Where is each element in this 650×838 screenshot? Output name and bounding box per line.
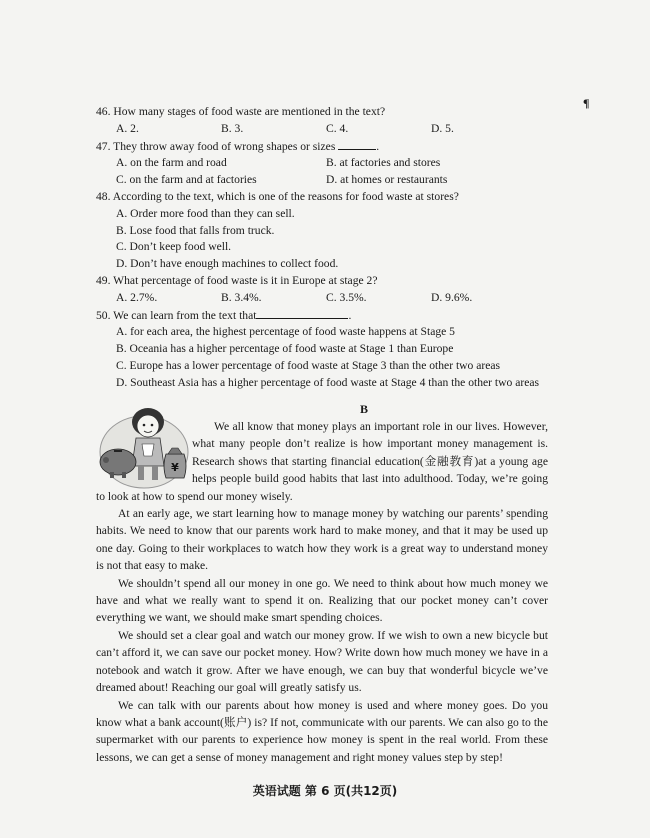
option: C. Don’t keep food well. <box>116 240 232 254</box>
option: A. Order more food than they can sell. <box>116 206 295 220</box>
option: D. Don’t have enough machines to collect food. <box>116 257 339 271</box>
option: B. Lose food that falls from truck. <box>116 223 275 237</box>
passage-paragraph-2: At an early age, we start learning how to manage money by watching our parents’ spending habits. We need to know that our parents work hard to make money, and that it may be used up one day. Going to their workplaces to watch how they work is a great way to understand money is not that easy to make. <box>96 507 548 573</box>
question-46-options <box>96 121 556 138</box>
corner-mark: ¶ <box>583 96 590 110</box>
option: A. for each area, the highest percentage of food waste happens at Stage 5 <box>116 325 455 339</box>
passage-paragraph-4: We should set a clear goal and watch our money grow. If we wish to own a new bicycle but can’t afford it, we can save our pocket money. How? Write down how much money we have in a notebook and watch it grow. After we have enough, we can buy that wonderful bicycle we’ve dreamed about! Reaching our goal will greatly satisfy us. <box>96 628 548 695</box>
passage-paragraph-1: We all know that money plays an important role in our lives. However, what many people don’t realize is how important money management is. Research shows that starting financial education(金融教育)at a young age helps people build good habits that last into adulthood. Today, we’re going to look at how to spend our money wisely. <box>96 420 548 503</box>
question-block <box>96 104 556 392</box>
page-footer: 英语试题 第 6 页(共12页) <box>252 784 398 798</box>
option: C. 3.5%. <box>326 290 367 304</box>
reading-passage-b <box>96 418 548 766</box>
option: B. 3. <box>221 121 244 135</box>
coin-symbol: ¥ <box>171 461 179 474</box>
option: C. 4. <box>326 121 349 135</box>
passage-paragraph-3: We shouldn’t spend all our money in one go. We need to think about how much money we have and what we really want to spend it on. Realizing that our pocket money can’t cover everything we want, we should make smart spending choices. <box>96 576 548 625</box>
answer-blank <box>256 307 348 319</box>
option: A. 2.7%. <box>116 290 158 304</box>
question-50-stem-end: . <box>348 308 352 322</box>
question-48-stem: 48. According to the text, which is one of the reasons for food waste at stores? <box>96 189 459 203</box>
section-heading: B <box>360 402 369 416</box>
question-49-options <box>96 290 556 307</box>
question-49-stem: 49. What percentage of food waste is it in Europe at stage 2? <box>96 273 378 287</box>
option: C. on the farm and at factories <box>116 173 257 187</box>
option: A. on the farm and road <box>116 156 227 170</box>
option: A. 2. <box>116 121 139 135</box>
option: D. at homes or restaurants <box>326 173 448 187</box>
question-47-options-row2 <box>96 172 556 189</box>
question-46-stem: 46. How many stages of food waste are mentioned in the text? <box>96 105 386 118</box>
question-50-stem-text: 50. We can learn from the text that <box>96 308 257 322</box>
option: B. at factories and stores <box>326 156 441 170</box>
option: D. Southeast Asia has a higher percentage of food waste at Stage 4 than the other two areas <box>116 375 540 389</box>
question-47-stem-text: 47. They throw away food of wrong shapes or sizes <box>96 139 336 153</box>
option: D. 9.6%. <box>431 290 473 304</box>
passage-paragraph-5: We can talk with our parents about how money is used and where money goes. Do you know what a bank account(账户) is? If not, communicate with our parents. We can also go to the supermarket with our parents to experience how money is spent in the real world. From these lessons, we can get a sense of money management and right money values step by step! <box>96 698 548 764</box>
question-47-stem-end: . <box>376 139 380 153</box>
option: B. Oceania has a higher percentage of food waste at Stage 1 than Europe <box>116 342 454 356</box>
question-47-stem <box>96 138 556 156</box>
option: C. Europe has a lower percentage of food waste at Stage 3 than the other two areas <box>116 358 501 372</box>
illustration-spacer <box>96 418 192 484</box>
question-47-options-row1 <box>96 155 556 172</box>
option: B. 3.4%. <box>221 290 262 304</box>
option: D. 5. <box>431 121 454 135</box>
question-50-stem <box>96 307 556 325</box>
answer-blank <box>338 138 376 150</box>
